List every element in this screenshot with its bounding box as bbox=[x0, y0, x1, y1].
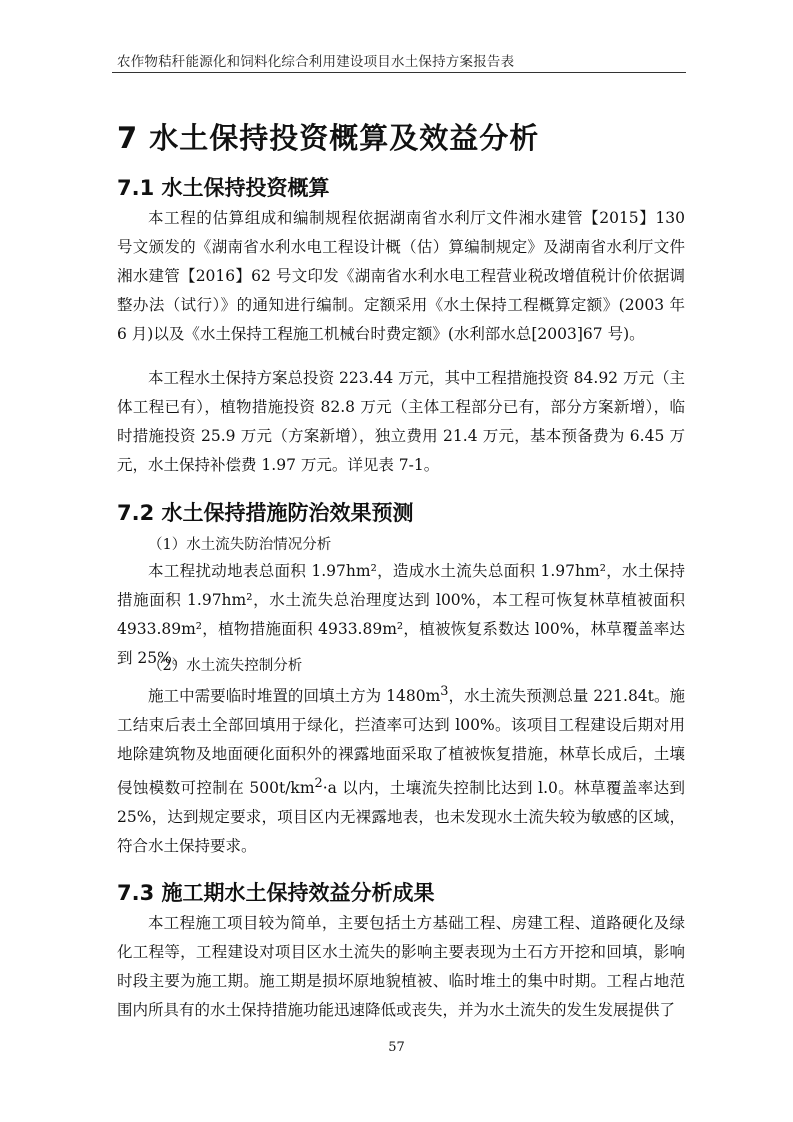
running-header: 农作物秸秆能源化和饲料化综合利用建设项目水土保持方案报告表 bbox=[117, 54, 515, 70]
section-heading-7-1: 7.1 水土保持投资概算 bbox=[117, 176, 330, 200]
page-number: 57 bbox=[388, 1040, 405, 1055]
superscript-square: 2 bbox=[314, 776, 323, 792]
subsection-heading-1: （1）水土流失防治情况分析 bbox=[148, 537, 332, 553]
paragraph-text-part-1: 施工中需要临时堆置的回填土方为 1480m bbox=[148, 687, 441, 706]
section-7-1-paragraph-1: 本工程的估算组成和编制规程依据湖南省水利厅文件湘水建管【2015】130 号文颁发的《湖南省水利水电工程设计概（估）算编制规定》及湖南省水利厅文件湘水建管【2016】62 号文印发《湖南省水利水电工程营业税改增值税计价依据调整办法（试行）》的通知进行编制。定额采用《水土保持工程概算定额》(2003 年 6 月)以及《水土保持工程施工机械台时费定额》(水利部水总[2003]67 号)。 bbox=[117, 209, 685, 343]
subsection-heading-2: （2）水土流失控制分析 bbox=[148, 658, 303, 674]
superscript-cubic: 3 bbox=[440, 684, 449, 699]
section-7-2-paragraph-1: 本工程扰动地表总面积 1.97hm²，造成水土流失总面积 1.97hm²，水土保持措施面积 1.97hm²，水土流失总治理度达到 l00%，本工程可恢复林草植被面积 4933.89m²，植物措施面积 4933.89m²，植被恢复系数达 l00%，林草覆盖率达到 25%。 bbox=[117, 562, 685, 667]
header-divider bbox=[112, 72, 686, 73]
chapter-title: 7 水土保持投资概算及效益分析 bbox=[117, 121, 540, 155]
section-7-3-paragraph-1: 本工程施工项目较为简单，主要包括土方基础工程、房建工程、道路硬化及绿化工程等，工程建设对项目区水土流失的影响主要表现为土石方开挖和回填，影响时段主要为施工期。施工期是损坏原地貌植被、临时堆土的集中时期。工程占地范围内所具有的水土保持措施功能迅速降低或丧失，并为水土流失的发生发展提供了 bbox=[117, 914, 685, 1019]
section-heading-7-2: 7.2 水土保持措施防治效果预测 bbox=[117, 501, 414, 525]
section-7-1-paragraph-2: 本工程水土保持方案总投资 223.44 万元，其中工程措施投资 84.92 万元（主体工程已有），植物措施投资 82.8 万元（主体工程部分已有，部分方案新增），临时措施投资 25.9 万元（方案新增），独立费用 21.4 万元，基本预备费为 6.45 万元，水土保持补偿费 1.97 万元。详见表 7-1。 bbox=[117, 369, 685, 474]
section-heading-7-3: 7.3 施工期水土保持效益分析成果 bbox=[117, 881, 435, 905]
section-7-2-paragraph-2 bbox=[117, 677, 685, 861]
paragraph-text-part-2: ，水土流失预测总量 221.84t。施工结束后表土全部回填用于绿化，拦渣率可达到 l00%。该项目工程建设后期对用地除建筑物及地面硬化面积外的裸露地面采取了植被恢复措施，林草长成后，土壤侵蚀模数可控制在 500t/km bbox=[117, 687, 685, 798]
paragraph-text-part-3: ·a 以内，土壤流失控制比达到 l.0。林草覆盖率达到 25%，达到规定要求，项目区内无裸露地表，也未发现水土流失较为敏感的区域，符合水土保持要求。 bbox=[117, 779, 685, 856]
